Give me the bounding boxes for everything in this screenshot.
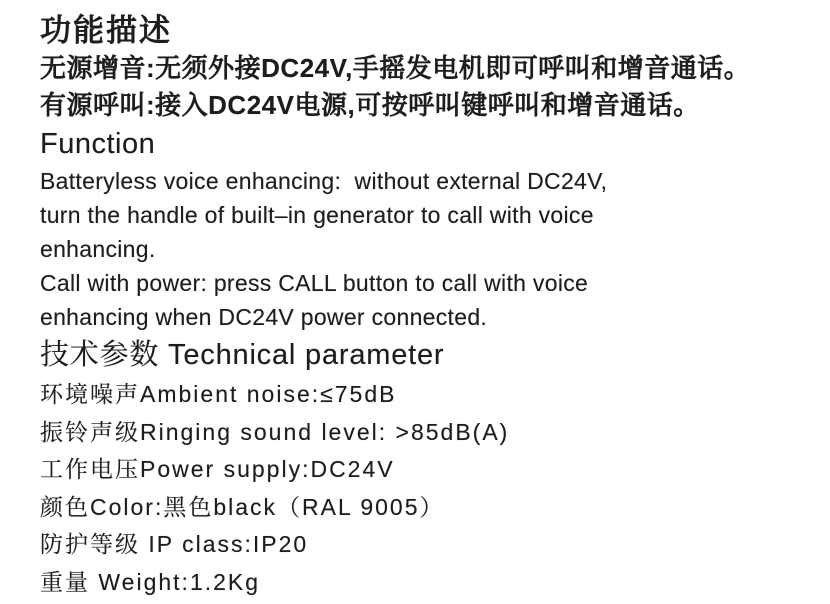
param-ip-class: 防护等级 IP class:IP20 <box>40 531 309 557</box>
function-text-line-3: enhancing. <box>40 236 156 262</box>
param-power-supply: 工作电压Power supply:DC24V <box>40 456 395 482</box>
function-text-line-5: enhancing when DC24V power connected. <box>40 304 488 330</box>
batteryless-voice-line-zh: 无源增音:无须外接DC24V,手摇发电机即可呼叫和增音通话。 <box>40 53 751 83</box>
function-description-heading-zh: 功能描述 <box>40 13 172 48</box>
powered-call-line-zh: 有源呼叫:接入DC24V电源,可按呼叫键呼叫和增音通话。 <box>40 90 700 120</box>
param-ambient-noise: 环境噪声Ambient noise:≤75dB <box>40 381 397 407</box>
param-ringing-sound-level: 振铃声级Ringing sound level: >85dB(A) <box>40 418 510 445</box>
function-text-line-1: Batteryless voice enhancing: without external DC24V, <box>40 168 608 194</box>
param-weight: 重量 Weight:1.2Kg <box>40 568 261 595</box>
function-text-line-4: Call with power: press CALL button to call with voice <box>40 270 589 296</box>
function-heading-en: Function <box>40 128 156 160</box>
technical-parameter-heading: 技术参数 Technical parameter <box>40 339 445 371</box>
function-text-line-2: turn the handle of built–in generator to call with voice <box>40 202 594 228</box>
param-color: 颜色Color:黑色black（RAL 9005） <box>40 493 445 520</box>
